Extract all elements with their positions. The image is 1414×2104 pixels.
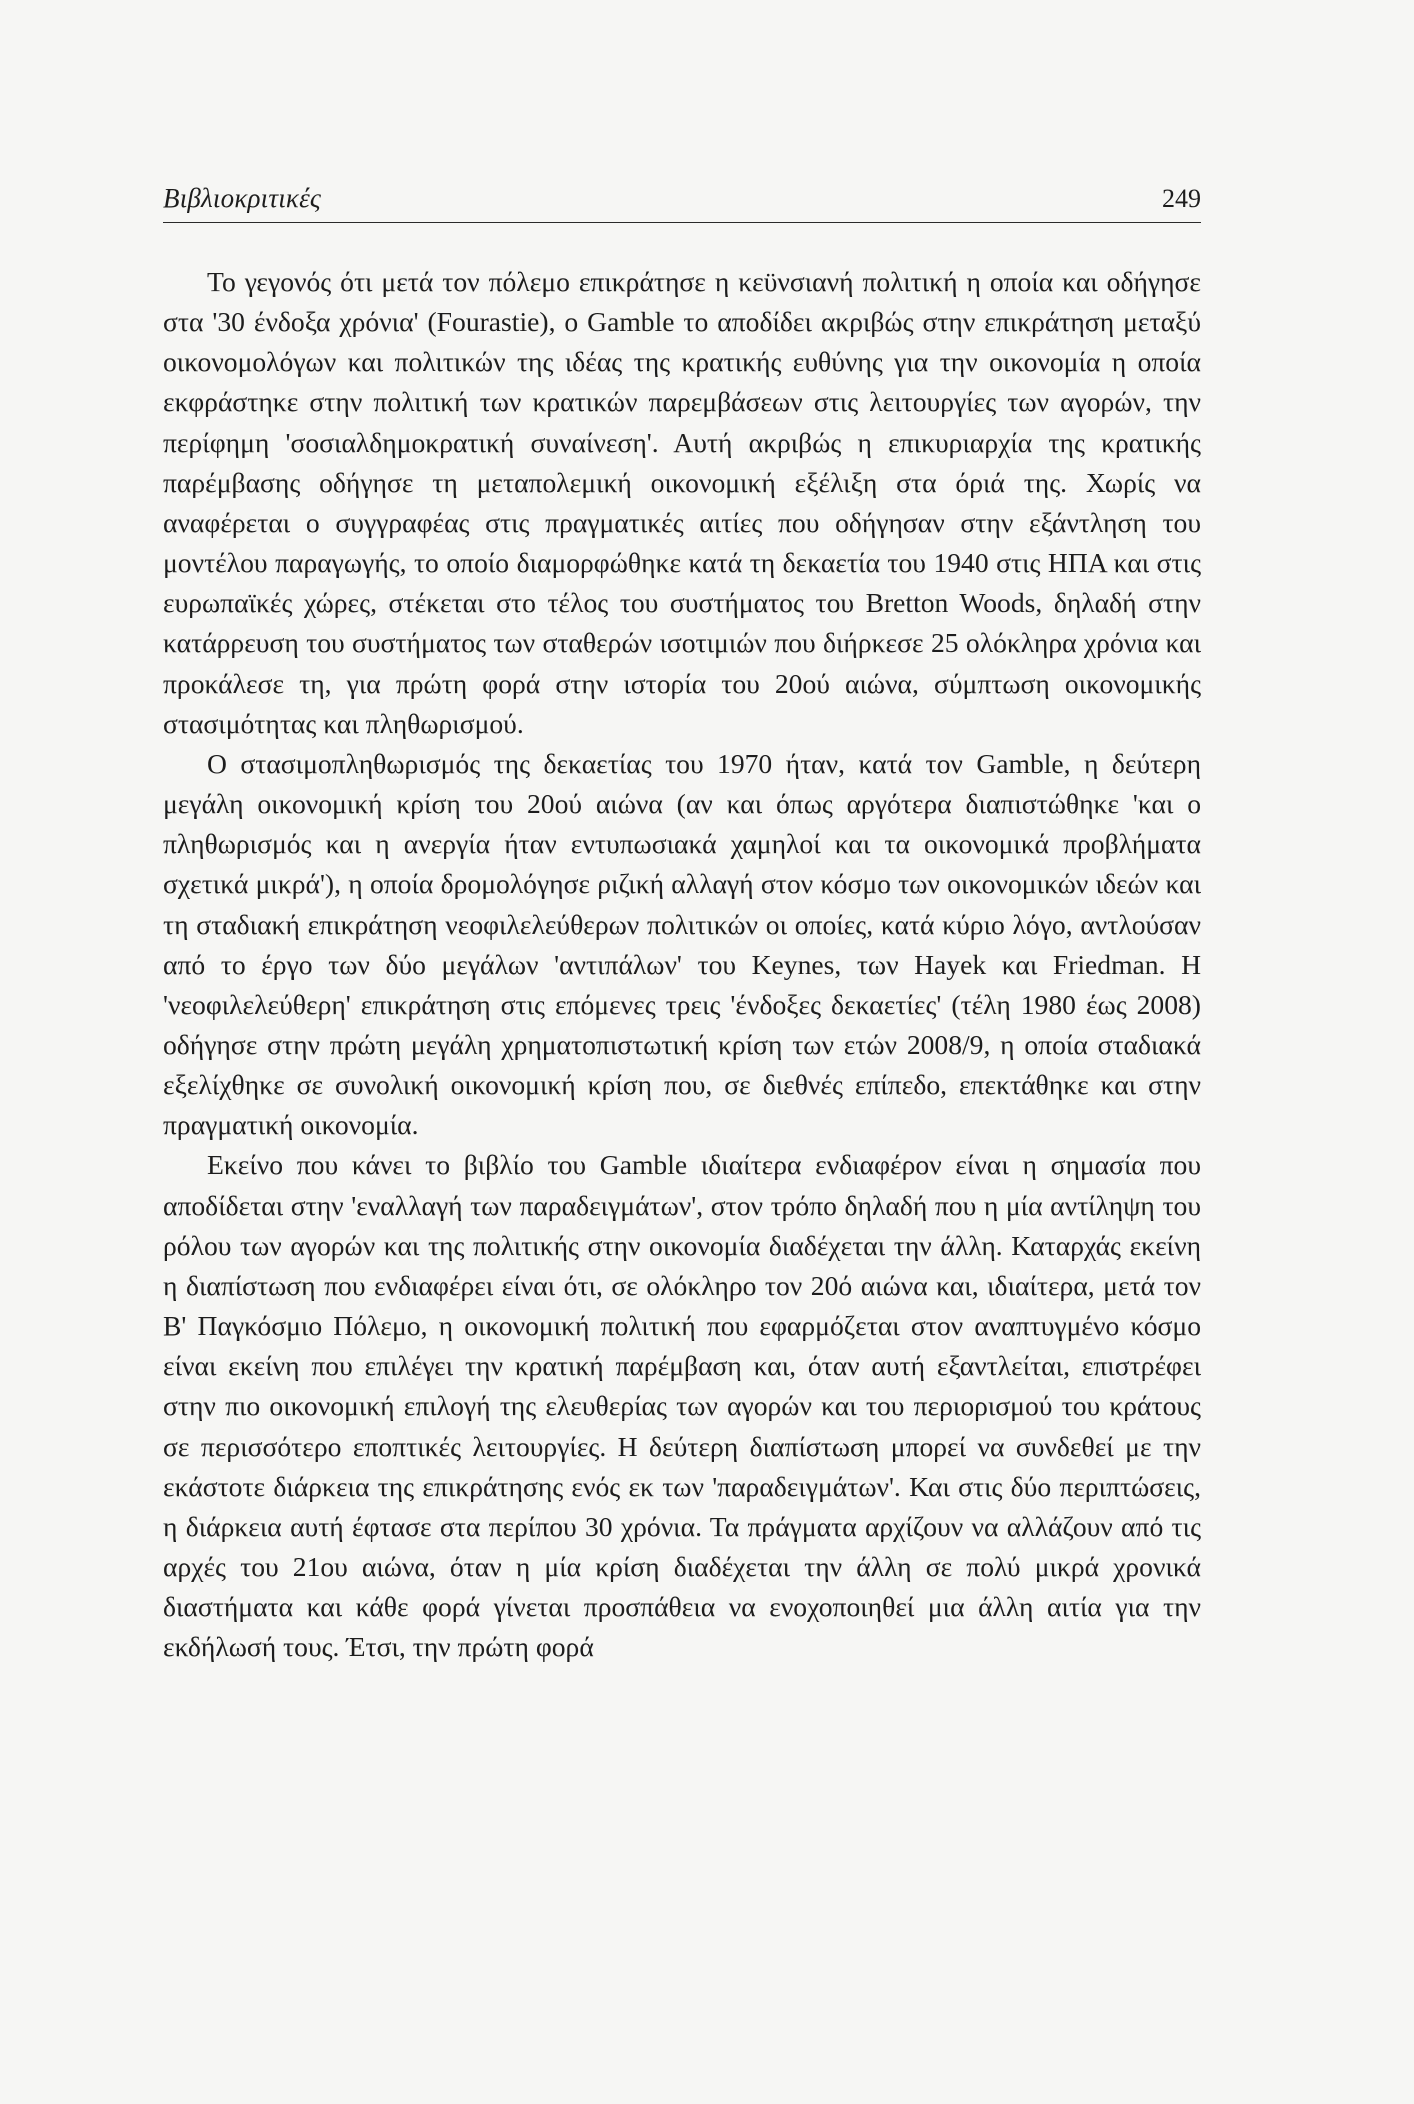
- paragraph-1: Το γεγονός ότι μετά τον πόλεμο επικράτησε η κεϋνσιανή πολιτική η οποία και οδήγησε στα '30 ένδοξα χρόνια' (Fourastie), ο Gamble το αποδίδει ακριβώς στην επικράτηση μεταξύ οικονομολόγων και πολιτικών της ιδέας της κρατικής ευθύνης για την οικονομία η οποία εκφράστηκε στην πολιτική των κρατικών παρεμβάσεων στις λειτουργίες των αγορών, την περίφημη 'σοσιαλδημοκρατική συναίνεση'. Αυτή ακριβώς η επικυριαρχία της κρατικής παρέμβασης οδήγησε τη μεταπολεμική οικονομική εξέλιξη στα όριά της. Χωρίς να αναφέρεται ο συγγραφέας στις πραγματικές αιτίες που οδήγησαν στην εξάντληση του μοντέλου παραγωγής, το οποίο διαμορφώθηκε κατά τη δεκαετία του 1940 στις ΗΠΑ και στις ευρωπαϊκές χώρες, στέκεται στο τέλος του συστήματος του Bretton Woods, δηλαδή στην κατάρρευση του συστήματος των σταθερών ισοτιμιών που διήρκεσε 25 ολόκληρα χρόνια και προκάλεσε τη, για πρώτη φορά στην ιστορία του 20ού αιώνα, σύμπτωση οικονομικής στασιμότητας και πληθωρισμού.: [163, 266, 1201, 739]
- paragraph-2: Ο στασιμοπληθωρισμός της δεκαετίας του 1970 ήταν, κατά τον Gamble, η δεύτερη μεγάλη οικονομική κρίση του 20ού αιώνα (αν και όπως αργότερα διαπιστώθηκε 'και ο πληθωρισμός και η ανεργία ήταν εντυπωσιακά χαμηλοί και τα οικονομικά προβλήματα σχετικά μικρά'), η οποία δρομολόγησε ριζική αλλαγή στον κόσμο των οικονομικών ιδεών και τη σταδιακή επικράτηση νεοφιλελεύθερων πολιτικών οι οποίες, κατά κύριο λόγο, αντλούσαν από το έργο των δύο μεγάλων 'αντιπάλων' του Keynes, των Hayek και Friedman. Η 'νεοφιλελεύθερη' επικράτηση στις επόμενες τρεις 'ένδοξες δεκαετίες' (τέλη 1980 έως 2008) οδήγησε στην πρώτη μεγάλη χρηματοπιστωτική κρίση των ετών 2008/9, η οποία σταδιακά εξελίχθηκε σε συνολική οικονομική κρίση που, σε διεθνές επίπεδο, επεκτάθηκε και στην πραγματική οικονομία.: [163, 747, 1201, 1141]
- page-number: 249: [1162, 184, 1201, 213]
- running-header: [163, 178, 1201, 223]
- body-text: [163, 262, 1201, 1667]
- running-title: Βιβλιοκριτικές: [163, 183, 322, 213]
- paragraph-3: Εκείνο που κάνει το βιβλίο του Gamble ιδιαίτερα ενδιαφέρον είναι η σημασία που αποδίδεται στην 'εναλλαγή των παραδειγμάτων', στον τρόπο δηλαδή που η μία αντίληψη του ρόλου των αγορών και της πολιτικής στην οικονομία διαδέχεται την άλλη. Καταρχάς εκείνη η διαπίστωση που ενδιαφέρει είναι ότι, σε ολόκληρο τον 20ό αιώνα και, ιδιαίτερα, μετά τον Β' Παγκόσμιο Πόλεμο, η οικονομική πολιτική που εφαρμόζεται στον αναπτυγμένο κόσμο είναι εκείνη που επιλέγει την κρατική παρέμβαση και, όταν αυτή εξαντλείται, επιστρέφει στην πιο οικονομική επιλογή της ελευθερίας των αγορών και του περιορισμού του κράτους σε περισσότερο εποπτικές λειτουργίες. Η δεύτερη διαπίστωση μπορεί να συνδεθεί με την εκάστοτε διάρκεια της επικράτησης ενός εκ των 'παραδειγμάτων'. Και στις δύο περιπτώσεις, η διάρκεια αυτή έφτασε στα περίπου 30 χρόνια. Τα πράγματα αρχίζουν να αλλάζουν από τις αρχές του 21ου αιώνα, όταν η μία κρίση διαδέχεται την άλλη σε πολύ μικρά χρονικά διαστήματα και κάθε φορά γίνεται προσπάθεια να ενοχοποιηθεί μια άλλη αιτία για την εκδήλωσή τους. Έτσι, την πρώτη φορά: [163, 1149, 1201, 1663]
